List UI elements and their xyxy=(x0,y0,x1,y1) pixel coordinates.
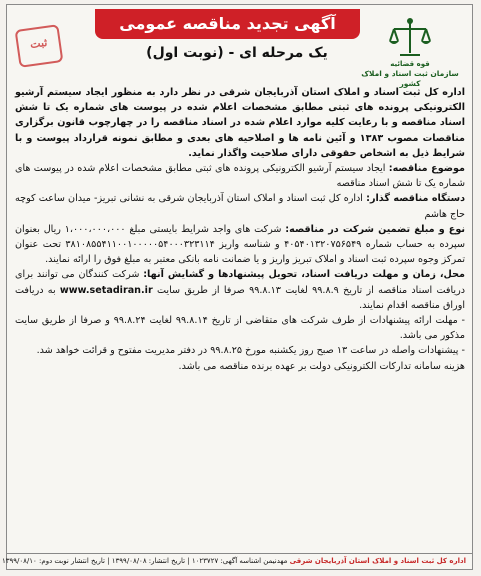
guarantee-label: نوع و مبلغ تضمین شرکت در مناقصه: xyxy=(285,223,465,235)
scales-icon xyxy=(388,17,432,59)
notice-banner: آگهی تجدید مناقصه عمومی xyxy=(95,9,360,39)
cost-note: هزینه سامانه تدارکات الکترونیکی دولت بر عهده برنده مناقصه می باشد. xyxy=(178,360,465,372)
organization-paragraph xyxy=(15,191,465,221)
intro-paragraph: اداره کل ثبت اسناد و املاک استان آذربایجان شرقی در نظر دارد به منظور ایجاد سیستم آرشیو الکترونیکی پرونده های ثبتی مطابق مشخصات اعلام شده در پیوست های شماره یک تا شش اسناد مناقصه و با رعایت کلیه موارد اعلام شده در اسناد مناقصه را در چهارچوب قانون برگزاری مناقصات مصوب ۱۳۸۳ و آئین نامه ها و اصلاحیه های بعدی و مطابق نمونه قرارداد پیوست و با شرایط ذیل به اشخاص حقوقی دارای صلاحیت واگذار نماید. xyxy=(15,87,466,159)
subject-paragraph xyxy=(15,161,465,191)
subject-label: موضوع مناقصه: xyxy=(388,163,465,175)
subject-text: ایجاد سیستم آرشیو الکترونیکی پرونده های ثبتی مطابق مشخصات اعلام شده در پیوست های شماره یک تا شش اسناد مناقصه xyxy=(15,163,465,190)
tender-notice xyxy=(2,4,473,570)
footer-meta: مهدنیمن اشناسه آگهی: ۱۰۲۳۷۲۷ | تاریخ انتشار: ۱۳۹۹/۰۸/۰۸ | تاریخ انتشار نوبت دوم: ۱۳۹۹/۰۸/۱۰ xyxy=(2,557,288,565)
submission-deadline: - مهلت ارائه پیشنهادات از طرف شرکت های متقاضی از تاریخ ۹۹.۸.۱۴ لغایت ۹۹.۸.۲۴ و صرفا از طریق سایت مذکور می باشد. xyxy=(15,315,466,342)
emblem-caption-judiciary: قوه قضائیه xyxy=(390,60,430,68)
guarantee-text: شرکت های واجد شرایط بایستی مبلغ ۱،۰۰۰،۰۰۰،۰۰۰ ریال بعنوان سپرده به حساب شماره ۴۰۵۴۰۱۳۲۰۷۵۶۵۴۹ و شناسه واریز ۳۸۱۰۸۵۵۴۱۱۰۰۱۰۰۰۰۰۵۴۰۰۰۳۲۳۱۱۴ تحت عنوان تمرکز وجوه سپرده ثبت اسناد و املاک تبریز واریز و یا ضمانت نامه بانکی معتبر به مبلغ فوق را ارائه نمایند. xyxy=(15,223,465,266)
footer-organization: اداره کل ثبت اسناد و املاک استان آذربایجان شرقی xyxy=(289,557,466,565)
documents-label: محل، زمان و مهلت دریافت اسناد، تحویل پیشنهادها و گشایش آنها: xyxy=(143,269,465,281)
stamp-logo xyxy=(15,24,64,68)
documents-tail: به دریافت اوراق مناقصه اقدام نمایند. xyxy=(15,284,465,311)
opening-time: - پیشنهادات واصله در ساعت ۱۳ صبح روز یکشنبه مورخ ۹۹.۸.۲۵ در دفتر مدیریت مفتوح و قرائت خواهد شد. xyxy=(36,345,465,357)
documents-paragraph xyxy=(15,267,465,313)
organization-text: اداره کل ثبت اسناد و املاک استان آذربایجان شرقی به نشانی تبریز- میدان ساعت کوچه حاج هاشم xyxy=(15,193,465,220)
stamp-text: ثبت xyxy=(29,35,49,52)
notice-subtitle: یک مرحله ای - (نوبت اول) xyxy=(146,45,328,61)
guarantee-paragraph xyxy=(15,222,465,268)
emblem-caption-registry: سازمان ثبت اسناد و املاک کشور xyxy=(361,69,459,88)
judiciary-emblem xyxy=(360,17,460,87)
setadiran-link[interactable]: www.setadiran.ir xyxy=(59,284,153,296)
notice-footer xyxy=(2,553,472,569)
organization-label: دستگاه مناقصه گذار: xyxy=(366,193,465,205)
documents-text: شرکت کنندگان می توانند برای دریافت اسناد مناقصه از تاریخ ۹۹.۸.۹ لغایت ۹۹.۸.۱۳ صرفا از طریق سایت xyxy=(15,269,465,296)
notice-body xyxy=(15,85,465,374)
